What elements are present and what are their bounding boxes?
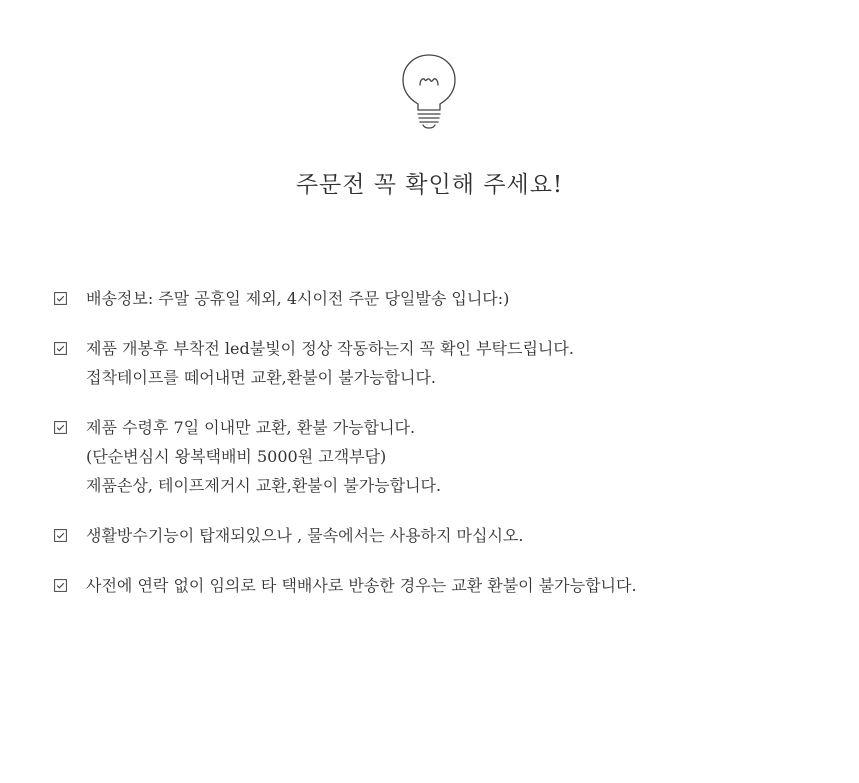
notice-text: 배송정보: 주말 공휴일 제외, 4시이전 주문 당일발송 입니다:) bbox=[86, 289, 510, 308]
notice-text: 접착테이프를 떼어내면 교환,환불이 불가능합니다. bbox=[86, 368, 437, 387]
checkbox-icon bbox=[54, 342, 67, 355]
notice-text: (단순변심시 왕복택배비 5000원 고객부담) bbox=[86, 447, 387, 466]
notice-item-unauthorized-return bbox=[54, 571, 844, 600]
notice-list bbox=[54, 284, 844, 600]
notice-text: 제품 개봉후 부착전 led불빛이 정상 작동하는지 꼭 확인 부탁드립니다. bbox=[86, 339, 574, 358]
notice-text: 생활방수기능이 탑재되있으나 , 물속에서는 사용하지 마십시오. bbox=[86, 526, 524, 545]
notice-text: 제품 수령후 7일 이내만 교환, 환불 가능합니다. bbox=[86, 418, 416, 437]
notice-item-return-policy bbox=[54, 413, 844, 500]
checkbox-icon bbox=[54, 579, 67, 592]
notice-item-waterproof bbox=[54, 521, 844, 550]
page-title: 주문전 꼭 확인해 주세요! bbox=[295, 172, 564, 198]
checkbox-icon bbox=[54, 292, 67, 305]
checkbox-icon bbox=[54, 421, 67, 434]
notice-item-led-check bbox=[54, 334, 844, 392]
notice-item-shipping bbox=[54, 284, 844, 313]
notice-text: 사전에 연락 없이 임의로 타 택배사로 반송한 경우는 교환 환불이 불가능합니다. bbox=[86, 576, 637, 595]
lightbulb-icon bbox=[398, 52, 460, 134]
checkbox-icon bbox=[54, 529, 67, 542]
notice-text: 제품손상, 테이프제거시 교환,환불이 불가능합니다. bbox=[86, 476, 442, 495]
